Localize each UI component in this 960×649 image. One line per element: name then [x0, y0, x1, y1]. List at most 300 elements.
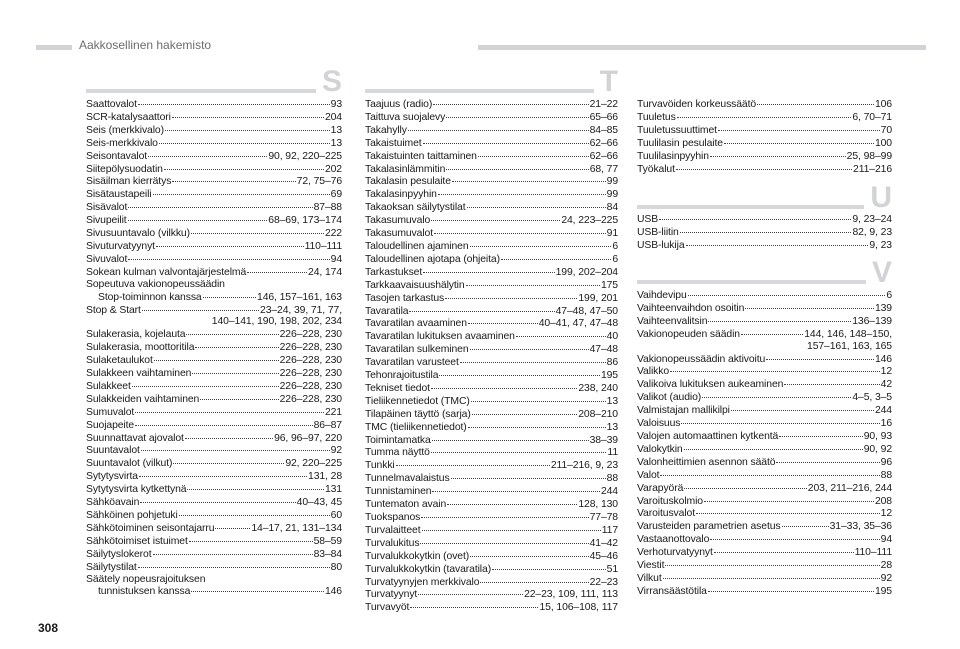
index-entry	[86, 266, 342, 279]
dot-leader	[173, 455, 284, 464]
index-entry-pages: 38–39	[589, 434, 618, 446]
index-entry-term: Valikot (audio)	[637, 392, 702, 404]
index-entry-pages: 6	[886, 290, 892, 301]
section-divider	[637, 205, 892, 209]
index-entry-term: Sytytysvirta kytkettynä	[86, 484, 187, 496]
page-number: 308	[38, 621, 59, 635]
index-entry-term: Tarkastukset	[365, 266, 423, 278]
dot-leader	[492, 561, 606, 570]
dot-leader	[148, 148, 267, 157]
index-entry-term: Sähkötoiminen seisontajarru	[86, 522, 215, 534]
index-entry-term: Tarkkaavaisuushälytin	[365, 279, 465, 291]
index-entry-pages: 65–66	[589, 111, 618, 123]
index-entry-pages: 13	[330, 137, 342, 149]
dot-leader	[431, 380, 577, 389]
index-entry-term: Suuntavalot	[86, 445, 140, 457]
dot-leader	[153, 546, 313, 555]
dot-leader	[215, 520, 250, 529]
index-entry-term: USB-liitin	[637, 226, 679, 238]
index-entry-term: Seis-merkkivalo	[86, 137, 158, 149]
dot-leader	[688, 287, 886, 296]
index-entry-term: Tehonrajoitustila	[365, 370, 439, 382]
index-entry-term: Tunnistaminen	[365, 486, 432, 498]
index-list-v	[637, 289, 892, 598]
dot-leader	[135, 417, 312, 426]
dot-leader	[452, 173, 606, 182]
index-entry-pages: 12	[880, 366, 892, 378]
index-entry-term: USB	[637, 214, 659, 225]
index-entry-term: Sähköinen pohjetuki	[86, 510, 178, 521]
index-entry-pages: 84	[606, 202, 618, 214]
dot-leader	[472, 406, 578, 415]
index-entry-pages: 51	[606, 563, 618, 575]
index-entry-pages: 117	[601, 524, 618, 536]
index-entry-term: Takasumuvalo	[365, 215, 431, 227]
index-entry-pages: 23–24, 39, 71, 77,	[260, 304, 342, 316]
dot-leader	[434, 225, 606, 234]
dot-leader	[710, 531, 879, 540]
dot-leader	[714, 544, 854, 553]
index-entry-term: Turvatyynyjen merkkivalo	[365, 576, 480, 588]
section-letter-v: V	[866, 258, 892, 288]
index-entry-term: Työkalut	[637, 163, 675, 175]
index-entry	[86, 509, 342, 522]
index-entry-pages: 106	[874, 99, 892, 110]
dot-leader	[501, 251, 611, 260]
index-entry-pages: 226–228, 230	[279, 329, 342, 341]
index-entry-pages: 88	[880, 469, 892, 481]
index-entry-pages: 90, 92, 220–225	[268, 150, 342, 162]
dot-leader	[200, 391, 278, 400]
dot-leader	[433, 96, 588, 105]
index-entry-term: Sivupeilit	[86, 215, 127, 227]
dot-leader	[741, 326, 803, 335]
index-list-s	[86, 98, 342, 598]
dot-leader	[757, 96, 874, 105]
index-entry-pages: 40–41, 47, 47–48	[538, 318, 618, 330]
index-entry-term: Turvalukkokytkin (ovet)	[365, 550, 470, 562]
index-entry-pages: 72, 75–76	[296, 176, 342, 188]
dot-leader	[782, 518, 829, 527]
dot-leader	[195, 339, 278, 348]
index-entry-term: Tuulilasinpyyhin	[637, 150, 709, 162]
dot-leader	[432, 483, 599, 492]
index-entry-term: Tilapäinen täyttö (sarja)	[365, 408, 471, 420]
index-entry-term: Sähköavain	[86, 497, 140, 509]
index-entry-term: Tuuletussuuttimet	[637, 124, 717, 136]
dot-leader	[420, 535, 588, 544]
index-entry-term: Vaihdevipu	[637, 290, 687, 301]
index-entry-term: Suunnattavat ajovalot	[86, 432, 184, 444]
index-entry-term: Turvavöiden korkeussäätö	[637, 99, 757, 110]
dot-leader	[187, 481, 323, 490]
index-entry-pages: 83–84	[313, 548, 342, 560]
index-entry	[86, 585, 342, 598]
dot-leader	[423, 264, 555, 273]
dot-leader	[142, 302, 259, 311]
index-entry-term: Taajuus (radio)	[365, 99, 433, 110]
index-entry-pages: 222	[324, 228, 342, 240]
index-entry-term: Takalasinlämmitin	[365, 163, 446, 175]
index-entry-pages: 244	[600, 486, 618, 498]
index-entry-term: Tuntematon avain	[365, 499, 447, 511]
dot-leader	[141, 442, 330, 451]
dot-leader	[731, 402, 874, 411]
index-entry-term: Sokean kulman valvontajärjestelmä	[86, 266, 247, 278]
index-entry-term: Takalasinpyyhin	[365, 189, 437, 201]
index-entry-term: Tieliikennetiedot (TMC)	[365, 395, 470, 407]
dot-leader	[156, 238, 304, 247]
index-entry-pages: 139	[874, 302, 892, 314]
dot-leader	[677, 109, 852, 118]
index-entry-term: Tavaratilan lukituksen avaaminen	[365, 331, 515, 343]
index-entry-term: Tekniset tiedot	[365, 382, 430, 394]
index-entry-pages: 94	[330, 253, 342, 265]
index-entry-term: Valonheittimien asennon säätö	[637, 456, 776, 468]
index-entry	[637, 239, 892, 252]
index-entry-term: Turvalukitus	[365, 537, 420, 549]
index-entry-heading: Sopeutuva vakionopeussäädin	[86, 278, 225, 290]
dot-leader	[470, 238, 612, 247]
index-entry-term: Varoituskolmio	[637, 495, 703, 507]
index-entry-pages: 16	[880, 418, 892, 430]
index-entry-pages: 14–17, 21, 131–134	[251, 522, 342, 534]
index-entry-pages: 238, 240	[578, 382, 618, 394]
index-entry-pages: 80	[330, 561, 342, 573]
dot-leader	[470, 548, 588, 557]
index-entry-pages: 211–216	[853, 163, 892, 175]
index-entry-term: Takasumuvalot	[365, 228, 434, 240]
dot-leader	[421, 509, 588, 518]
dot-leader	[431, 212, 560, 221]
index-entry-term: Takaistuinten taittaminen	[365, 150, 477, 162]
dot-leader	[409, 303, 554, 312]
dot-leader	[467, 199, 606, 208]
index-entry-term: Saattovalot	[86, 99, 137, 110]
index-entry-term: USB-lukija	[637, 239, 685, 251]
section-letter-s: S	[316, 67, 342, 97]
dot-leader	[516, 328, 606, 337]
dot-leader	[153, 186, 330, 195]
dot-leader	[724, 135, 874, 144]
index-entry	[86, 561, 342, 574]
index-entry-pages: 13	[606, 395, 618, 407]
index-entry-term: Tuulilasin pesulaite	[637, 137, 723, 149]
index-entry-term: Verhoturvatyynyt	[637, 547, 713, 559]
section-divider	[86, 89, 342, 93]
dot-leader	[423, 135, 589, 144]
dot-leader	[139, 468, 307, 477]
index-entry-term: Valikko	[637, 366, 670, 378]
index-entry-pages: 110–111	[304, 240, 342, 252]
index-entry-pages: 226–228, 230	[279, 393, 342, 405]
index-entry-pages: 86	[606, 357, 618, 369]
index-entry-term: tunnistuksen kanssa	[98, 586, 191, 598]
section-t-header	[365, 67, 618, 97]
index-entry-pages: 131, 28	[308, 471, 342, 483]
index-entry-pages: 91	[606, 228, 618, 240]
index-entry-term: Takahylly	[365, 124, 407, 136]
index-entry-pages: 92	[330, 445, 342, 457]
index-entry-term: Valokytkin	[637, 443, 683, 455]
index-entry-term: Sisätaustapeili	[86, 189, 152, 201]
index-entry-term: Tumma näyttö	[365, 447, 430, 459]
index-entry-term: Sähkötoimiset istuimet	[86, 535, 188, 547]
index-entry-term: Stop & Start	[86, 304, 141, 316]
index-entry-pages: 6	[612, 253, 618, 265]
index-entry-term: Tavaratilan varusteet	[365, 357, 459, 369]
dot-leader	[663, 570, 880, 579]
index-entry-pages: 47–48	[589, 344, 618, 356]
index-entry-continuation: 140–141, 190, 198, 202, 234	[211, 316, 342, 328]
dot-leader	[660, 467, 879, 476]
index-entry-term: Sumuvalot	[86, 406, 135, 418]
index-entry-term: Sisävalot	[86, 202, 128, 214]
index-entry-term: Siitepölysuodatin	[86, 163, 163, 175]
dot-leader	[445, 290, 577, 299]
dot-leader	[766, 351, 874, 360]
index-entry	[365, 601, 618, 614]
header-bar-right	[478, 45, 926, 50]
index-entry-pages: 226–228, 230	[279, 342, 342, 354]
section-v-header	[637, 258, 892, 288]
index-entry-term: Vilkut	[637, 572, 662, 584]
index-list-u	[637, 213, 892, 252]
index-entry-pages: 195	[600, 370, 618, 382]
index-entry-pages: 11	[607, 447, 618, 459]
index-entry-pages: 208	[874, 495, 892, 507]
dot-leader	[710, 148, 846, 157]
dot-leader	[708, 583, 874, 592]
index-entry-term: Turvavyöt	[365, 602, 410, 614]
index-entry-pages: 203, 211–216, 244	[807, 482, 892, 494]
index-entry	[637, 328, 892, 341]
index-entry-pages: 12	[880, 508, 892, 520]
index-entry-term: Sivuturvatyynyt	[86, 240, 155, 252]
dot-leader	[686, 237, 869, 246]
index-entry-term: SCR-katalysaattori	[86, 111, 171, 123]
index-entry-pages: 99	[606, 189, 618, 201]
index-entry-term: Turvatyynyt	[365, 589, 418, 601]
index-entry-pages: 144, 146, 148–150,	[804, 328, 892, 340]
index-entry-pages: 22–23, 109, 111, 113	[524, 589, 618, 601]
dot-leader	[247, 264, 307, 273]
section-u-header	[637, 183, 892, 213]
dot-leader	[132, 378, 279, 387]
index-entry-pages: 6	[612, 240, 618, 252]
index-entry-pages: 62–66	[589, 150, 618, 162]
index-entry-pages: 40–43, 45	[296, 497, 342, 509]
index-entry-pages: 208–210	[578, 408, 618, 420]
index-entry-pages: 84–85	[589, 124, 618, 136]
index-entry-pages: 47–48, 47–50	[555, 305, 618, 317]
index-entry-term: Vastaanottovalo	[637, 534, 710, 546]
index-entry-term: Vakionopeussäädin aktivoitu	[637, 353, 766, 365]
dot-leader	[784, 376, 879, 385]
index-entry-term: Varoitusvalot	[637, 508, 695, 520]
index-entry-term: Seisontavalot	[86, 150, 148, 162]
index-entry-pages: 204	[324, 111, 342, 123]
index-entry-pages: 22–23	[589, 576, 618, 588]
dot-leader	[138, 96, 330, 105]
dot-leader	[408, 122, 589, 131]
dot-leader	[140, 494, 295, 503]
index-entry-term: Varapyörä	[637, 482, 684, 494]
dot-leader	[670, 363, 880, 372]
dot-leader	[422, 522, 601, 531]
index-entry-pages: 221	[324, 406, 342, 418]
dot-leader	[192, 365, 278, 374]
index-entry-pages: 199, 201	[578, 292, 618, 304]
dot-leader	[680, 224, 852, 233]
index-entry-term: Sulakkeet	[86, 380, 131, 392]
header-bar-left	[36, 45, 72, 50]
dot-leader	[179, 507, 330, 516]
index-entry-term: Takalasin pesulaite	[365, 176, 451, 188]
index-entry-pages: 146	[874, 353, 892, 365]
index-entry-pages: 92, 220–225	[285, 458, 342, 470]
index-entry-term: Säilytystilat	[86, 561, 137, 573]
index-entry-term: Tuokspanos	[365, 512, 421, 523]
index-entry-pages: 128, 130	[578, 499, 618, 511]
index-entry-continuation: 157–161, 163, 165	[807, 340, 892, 352]
dot-leader	[478, 148, 589, 157]
dot-leader	[135, 404, 324, 413]
index-entry-term: TMC (tieliikennetiedot)	[365, 421, 467, 433]
index-entry-pages: 68–69, 173–174	[268, 215, 342, 227]
index-entry-term: Sisäilman kierrätys	[86, 176, 172, 188]
dot-leader	[696, 505, 880, 514]
index-entry-pages: 70	[880, 124, 892, 136]
dot-leader	[708, 313, 851, 322]
section-divider	[365, 89, 618, 93]
dot-leader	[665, 557, 879, 566]
index-entry-term: Taloudellinen ajotapa (ohjeita)	[365, 253, 500, 265]
index-entry	[637, 163, 892, 176]
section-letter-t: T	[594, 67, 618, 97]
index-entry-term: Tavaratilan sulkeminen	[365, 344, 469, 356]
dot-leader	[128, 251, 329, 260]
index-entry-term: Valoisuus	[637, 418, 681, 430]
index-entry-pages: 88	[606, 473, 618, 485]
dot-leader	[439, 367, 600, 376]
index-entry-term: Sulakerasia, kojelauta	[86, 329, 186, 341]
index-entry-pages: 13	[330, 124, 342, 136]
dot-leader	[189, 533, 313, 542]
index-entry-pages: 24, 223–225	[561, 215, 618, 227]
index-entry-pages: 21–22	[589, 99, 618, 110]
index-entry-term: Sivuvalot	[86, 253, 128, 265]
index-entry-term: Vaihteenvalitsin	[637, 315, 708, 327]
index-entry-term: Säilytyslokerot	[86, 548, 152, 560]
index-entry-term: Vaihteenvaihdon osoitin	[637, 302, 745, 314]
index-entry-pages: 60	[330, 510, 342, 521]
dot-leader	[418, 586, 523, 595]
dot-leader	[776, 454, 879, 463]
index-entry-pages: 62–66	[589, 137, 618, 149]
index-entry-term: Viestit	[637, 560, 665, 572]
dot-leader	[468, 419, 606, 428]
index-entry-pages: 96, 96–97, 220	[274, 432, 342, 444]
index-entry-term: Sulakerasia, moottoritila	[86, 342, 195, 354]
index-entry-pages: 110–111	[854, 547, 892, 559]
index-entry-term: Tavaratila	[365, 305, 409, 317]
index-entry-pages: 136–139	[852, 315, 892, 327]
index-entry-term: Vakionopeuden säädin	[637, 328, 740, 340]
index-entry-term: Tavaratilan avaaminen	[365, 318, 467, 330]
index-entry-pages: 25, 98–99	[846, 150, 892, 162]
index-entry-pages: 42	[880, 379, 892, 391]
index-entry-term: Suuntavalot (vilkut)	[86, 458, 173, 470]
index-entry-pages: 226–228, 230	[279, 368, 342, 380]
index-entry-pages: 146	[324, 586, 342, 598]
dot-leader	[702, 389, 851, 398]
index-entry-term: Turvalaitteet	[365, 524, 421, 536]
dot-leader	[191, 583, 324, 592]
dot-leader	[466, 277, 600, 286]
index-entry-term: Takaoksan säilytystilat	[365, 202, 466, 214]
index-entry-term: Toimintamatka	[365, 434, 431, 446]
section-letter-u: U	[864, 183, 892, 213]
index-entry-pages: 69	[330, 189, 342, 201]
dot-leader	[681, 415, 879, 424]
index-entry-term: Taloudellinen ajaminen	[365, 240, 469, 252]
index-entry-pages: 100	[874, 137, 892, 149]
index-entry-pages: 13	[606, 421, 618, 433]
index-entry-pages: 92	[880, 572, 892, 584]
index-entry-pages: 199, 202–204	[555, 266, 618, 278]
index-entry-pages: 96	[880, 456, 892, 468]
dot-leader	[165, 122, 330, 131]
index-entry-pages: 4–5, 3–5	[852, 392, 892, 404]
index-entry-term: Valojen automaattinen kytkentä	[637, 430, 779, 442]
index-entry-pages: 15, 106–108, 117	[539, 602, 618, 614]
dot-leader	[684, 480, 807, 489]
index-entry-term: Turvalukkokytkin (tavaratila)	[365, 563, 492, 575]
index-entry-term: Virransäästötila	[637, 585, 707, 597]
dot-leader	[446, 109, 588, 118]
index-entry-pages: 93	[330, 99, 342, 110]
index-entry-pages: 226–228, 230	[279, 380, 342, 392]
dot-leader	[471, 393, 606, 402]
dot-leader	[138, 559, 330, 568]
index-entry-term: Sytytysvirta	[86, 471, 138, 483]
index-entry-term: Varusteiden parametrien asetus	[637, 521, 781, 533]
index-entry-term: Valikoiva lukituksen aukeaminen	[637, 379, 784, 391]
index-entry-term: Takaistuimet	[365, 137, 422, 149]
dot-leader	[659, 211, 851, 220]
dot-leader	[410, 599, 538, 608]
dot-leader	[186, 326, 278, 335]
index-entry-pages: 131	[324, 484, 342, 496]
dot-leader	[172, 109, 324, 118]
index-entry-pages: 9, 23–24	[852, 214, 892, 225]
index-entry-pages: 86–87	[313, 419, 342, 431]
index-entry-pages: 94	[880, 534, 892, 546]
index-entry-pages: 9, 23	[869, 239, 892, 251]
dot-leader	[128, 212, 268, 221]
dot-leader	[480, 574, 588, 583]
dot-leader	[438, 186, 606, 195]
dot-leader	[446, 161, 588, 170]
index-entry-term: Sulakkeiden vaihtaminen	[86, 393, 200, 405]
index-entry-pages: 226–228, 230	[279, 355, 342, 367]
index-entry-term: Tasojen tarkastus	[365, 292, 445, 304]
index-entry-pages: 41–42	[589, 537, 618, 549]
index-entry	[637, 507, 892, 520]
index-entry-heading: Säätely nopeusrajoituksen	[86, 573, 206, 585]
index-entry-term: Valot	[637, 469, 660, 481]
